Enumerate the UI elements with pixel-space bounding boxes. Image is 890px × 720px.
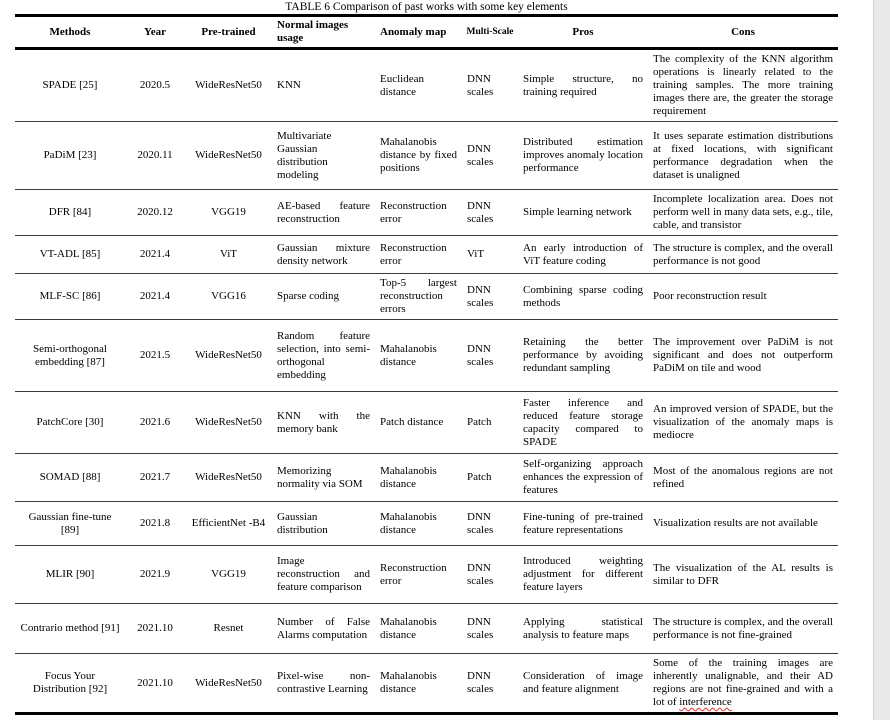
cell-cons (648, 654, 838, 714)
cell-method: SOMAD [88] (15, 454, 125, 502)
table-area (15, 0, 838, 715)
table-row (15, 392, 838, 454)
cell-pretrained: WideResNet50 (185, 320, 272, 392)
cell-year: 2021.10 (137, 676, 173, 689)
col-header-anomaly-map: Anomaly map (375, 16, 462, 49)
table-row (15, 236, 838, 274)
cell-year: 2021.5 (125, 320, 185, 392)
cell-multiscale: DNN scales (462, 320, 518, 392)
cell-method: Gaussian fine-tune [89] (15, 502, 125, 546)
col-header-pros: Pros (518, 16, 648, 49)
col-header-cons: Cons (648, 16, 838, 49)
cell-anomaly-map: Euclidean distance (375, 49, 462, 122)
cell-cons: The complexity of the KNN algorithm operations is linearly related to the training samples. The more training images there are, the greater the storage requirement (648, 49, 838, 122)
cell-pros: Fine-tuning of pre-trained feature representations (518, 502, 648, 546)
cell-anomaly-map: Mahalanobis distance (375, 320, 462, 392)
cell-pros: Retaining the better performance by avoiding redundant sampling (518, 320, 648, 392)
cell-multiscale: DNN scales (462, 190, 518, 236)
cell-year: 2020.5 (125, 49, 185, 122)
cell-method: PaDiM [23] (15, 122, 125, 190)
cell-anomaly-map: Reconstruction error (375, 236, 462, 274)
cell-year: 2021.8 (125, 502, 185, 546)
table-row (15, 320, 838, 392)
table-row (15, 190, 838, 236)
comparison-table (15, 14, 838, 715)
table-caption: TABLE 6 Comparison of past works with some key elements (285, 1, 568, 13)
cell-cons: Incomplete localization area. Does not perform well in many data sets, e.g., tile, cable, and transistor (648, 190, 838, 236)
cell-year: 2020.12 (125, 190, 185, 236)
cell-cons: The structure is complex, and the overall performance is not fine-grained (648, 604, 838, 654)
cell-pretrained: Resnet (185, 604, 272, 654)
col-header-multi-scale: Multi-Scale (462, 16, 518, 49)
col-header-pretrained: Pre-trained (185, 16, 272, 49)
cell-multiscale: Patch (462, 454, 518, 502)
cell-anomaly-map: Mahalanobis distance (380, 670, 437, 695)
cell-usage: AE-based feature reconstruction (272, 190, 375, 236)
cell-anomaly-map: Mahalanobis distance (375, 502, 462, 546)
cell-cons: The structure is complex, and the overall performance is not good (648, 236, 838, 274)
cell-pros: Consideration of image and feature alignment (523, 670, 643, 695)
cell-pros: Simple structure, no training required (518, 49, 648, 122)
table-row (15, 454, 838, 502)
cell-cons: The visualization of the AL results is similar to DFR (648, 546, 838, 604)
cell-pretrained: VGG19 (185, 190, 272, 236)
cell-year: 2021.7 (125, 454, 185, 502)
table-row (15, 604, 838, 654)
cell-method: MLIR [90] (15, 546, 125, 604)
cell-anomaly-map: Reconstruction error (375, 546, 462, 604)
cell-pros: Distributed estimation improves anomaly location performance (518, 122, 648, 190)
cell-pros: Applying statistical analysis to feature maps (518, 604, 648, 654)
col-header-methods: Methods (15, 16, 125, 49)
cell-method: VT-ADL [85] (15, 236, 125, 274)
cell-anomaly-map: Mahalanobis distance by fixed positions (375, 122, 462, 190)
cell-multiscale: DNN scales (462, 49, 518, 122)
table-row (15, 274, 838, 320)
cell-year: 2021.4 (125, 236, 185, 274)
cell-usage: KNN with the memory bank (272, 392, 375, 454)
cell-usage: Pixel-wise non-contrastive Learning (277, 670, 370, 695)
cell-pretrained: WideResNet50 (185, 49, 272, 122)
cell-pretrained: VGG19 (185, 546, 272, 604)
cell-pros: Simple learning network (518, 190, 648, 236)
cell-method: Semi-orthogonal embedding [87] (15, 320, 125, 392)
cell-usage: KNN (272, 49, 375, 122)
cell-pretrained: WideResNet50 (195, 676, 262, 689)
cell-pros: Faster inference and reduced feature storage capacity compared to SPADE (518, 392, 648, 454)
cell-pretrained: WideResNet50 (185, 392, 272, 454)
cell-pretrained: WideResNet50 (185, 122, 272, 190)
table-row (15, 654, 838, 714)
cell-pretrained: WideResNet50 (185, 454, 272, 502)
cell-cons: The improvement over PaDiM is not significant and does not outperform PaDiM on tile and wood (648, 320, 838, 392)
cell-usage: Memorizing normality via SOM (272, 454, 375, 502)
cell-pretrained: VGG16 (185, 274, 272, 320)
cell-method: MLF-SC [86] (15, 274, 125, 320)
cell-year: 2020.11 (125, 122, 185, 190)
cell-pros: An early introduction of ViT feature coding (518, 236, 648, 274)
cell-multiscale: DNN scales (467, 670, 494, 695)
cell-year: 2021.10 (125, 604, 185, 654)
cell-pros: Self-organizing approach enhances the expression of features (518, 454, 648, 502)
cell-multiscale: ViT (462, 236, 518, 274)
cell-cons: An improved version of SPADE, but the visualization of the anomaly maps is mediocre (648, 392, 838, 454)
cons-text: Some of the training images are inherently unalignable, and their AD regions are not fine-grained and with a lot of (653, 657, 833, 708)
cell-multiscale: DNN scales (462, 604, 518, 654)
cell-cons: It uses separate estimation distributions at fixed locations, with significant performance degradation when the dataset is unaligned (648, 122, 838, 190)
col-header-normal-images-usage: Normal images usage (272, 16, 375, 49)
cell-anomaly-map: Mahalanobis distance (375, 454, 462, 502)
cell-usage: Image reconstruction and feature comparison (272, 546, 375, 604)
cell-multiscale: Patch (462, 392, 518, 454)
table-row (15, 49, 838, 122)
cell-multiscale: DNN scales (462, 546, 518, 604)
cell-usage: Number of False Alarms computation (272, 604, 375, 654)
cell-usage: Gaussian mixture density network (272, 236, 375, 274)
cell-method: SPADE [25] (15, 49, 125, 122)
cell-cons: Poor reconstruction result (648, 274, 838, 320)
cell-anomaly-map: Top-5 largest reconstruction errors (375, 274, 462, 320)
cell-year: 2021.6 (125, 392, 185, 454)
cell-usage: Sparse coding (272, 274, 375, 320)
cell-year: 2021.9 (125, 546, 185, 604)
header-row (15, 16, 838, 49)
cell-year: 2021.4 (125, 274, 185, 320)
page-edge-strip (873, 0, 890, 720)
col-header-year: Year (125, 16, 185, 49)
cell-pros: Combining sparse coding methods (518, 274, 648, 320)
cell-cons: Most of the anomalous regions are not refined (648, 454, 838, 502)
cell-method: DFR [84] (15, 190, 125, 236)
cons-spellcheck-word: interference (679, 696, 732, 708)
cell-usage: Multivariate Gaussian distribution modeling (272, 122, 375, 190)
cell-usage: Gaussian distribution (272, 502, 375, 546)
cell-multiscale: DNN scales (462, 122, 518, 190)
cell-pretrained: EfficientNet -B4 (185, 502, 272, 546)
table-row (15, 502, 838, 546)
cell-multiscale: DNN scales (462, 274, 518, 320)
cell-cons: Visualization results are not available (648, 502, 838, 546)
cell-anomaly-map: Patch distance (375, 392, 462, 454)
cell-pretrained: ViT (185, 236, 272, 274)
table-row (15, 546, 838, 604)
cell-anomaly-map: Mahalanobis distance (375, 604, 462, 654)
cell-method: Focus Your Distribution [92] (32, 670, 108, 695)
cell-method: Contrario method [91] (15, 604, 125, 654)
cell-usage: Random feature selection, into semi-orthogonal embedding (272, 320, 375, 392)
table-row (15, 122, 838, 190)
cell-pros: Introduced weighting adjustment for different feature layers (518, 546, 648, 604)
cell-anomaly-map: Reconstruction error (375, 190, 462, 236)
cell-method: PatchCore [30] (15, 392, 125, 454)
cell-multiscale: DNN scales (462, 502, 518, 546)
